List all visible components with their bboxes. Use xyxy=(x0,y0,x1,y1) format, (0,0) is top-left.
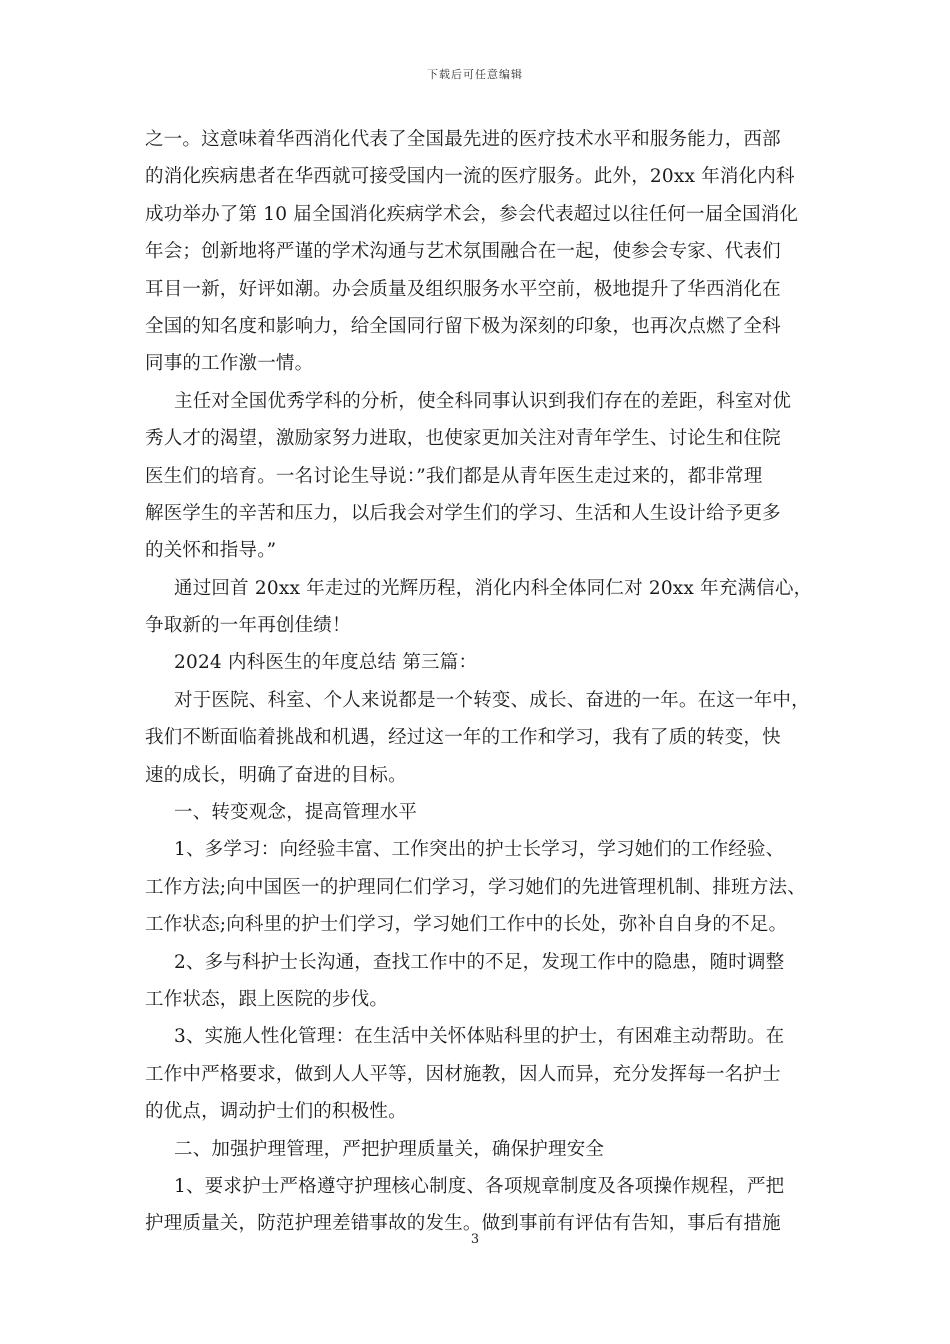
text-line: 工作状态，跟上医院的步伐。 xyxy=(145,988,389,1010)
text-line: 速的成长，明确了奋进的目标。 xyxy=(145,764,407,786)
text-line: 成功举办了第 10 届全国消化疾病学术会，参会代表超过以往任何一届全国消化 xyxy=(145,203,799,225)
text-line: 1、要求护士严格遵守护理核心制度、各项规章制度及各项操作规程，严把 xyxy=(174,1175,785,1197)
text-line: 护理质量关，防范护理差错事故的发生。做到事前有评估有告知，事后有措施 xyxy=(145,1213,781,1235)
text-line: 年会；创新地将严谨的学术沟通与艺术氛围融合在一起，使参会专家、代表们 xyxy=(145,241,781,263)
text-line: 秀人才的渴望，激励家努力进取，也使家更加关注对青年学生、讨论生和住院 xyxy=(145,428,781,450)
text-line: 耳目一新，好评如潮。办会质量及组织服务水平空前，极地提升了华西消化在 xyxy=(145,278,781,300)
text-line: 之一。这意味着华西消化代表了全国最先进的医疗技术水平和服务能力，西部 xyxy=(145,129,781,150)
text-line: 工作中严格要求，做到人人平等，因材施教，因人而异，充分发挥每一名护士 xyxy=(145,1063,781,1085)
text-line: 的优点，调动护士们的积极性。 xyxy=(145,1101,407,1123)
subheading: 一、转变观念，提高管理水平 xyxy=(174,802,418,824)
text-line: 的消化疾病患者在华西就可接受国内一流的医疗服务。此外，20xx 年消化内科 xyxy=(145,166,795,188)
text-line: 争取新的一年再创佳绩！ xyxy=(145,615,351,637)
subheading: 二、加强护理管理，严把护理质量关，确保护理安全 xyxy=(174,1138,605,1160)
text-line: 通过回首 20xx 年走过的光辉历程，消化内科全体同仁对 20xx 年充满信心， xyxy=(174,577,813,599)
text-line: 对于医院、科室、个人来说都是一个转变、成长、奋进的一年。在这一年中， xyxy=(174,689,810,711)
text-line: 主任对全国优秀学科的分析，使全科同事认识到我们存在的差距，科室对优 xyxy=(174,390,792,412)
section-heading: 2024 内科医生的年度总结 第三篇： xyxy=(174,652,478,674)
text-line: 工作状态;向科里的护士们学习，学习她们工作中的长处，弥补自自身的不足。 xyxy=(145,914,788,936)
text-line: 工作方法;向中国医一的护理同仁们学习，学习她们的先进管理机制、排班方法、 xyxy=(145,876,806,898)
header-note: 下载后可任意编辑 xyxy=(427,68,523,81)
text-line: 医生们的培育。一名讨论生导说：”我们都是从青年医生走过来的，都非常理 xyxy=(145,465,763,487)
text-line: 同事的工作激一情。 xyxy=(145,353,314,375)
text-line: 3、实施人性化管理：在生活中关怀体贴科里的护士，有困难主动帮助。在 xyxy=(174,1026,785,1048)
page-number: 3 xyxy=(470,1232,480,1247)
text-line: 2、多与科护士长沟通，查找工作中的不足，发现工作中的隐患，随时调整 xyxy=(174,951,785,973)
text-line: 的关怀和指导。” xyxy=(145,540,277,562)
text-line: 我们不断面临着挑战和机遇，经过这一年的工作和学习，我有了质的转变，快 xyxy=(145,727,781,749)
body-text xyxy=(145,121,817,1243)
text-line: 全国的知名度和影响力，给全国同行留下极为深刻的印象，也再次点燃了全科 xyxy=(145,315,781,337)
text-line: 解医学生的辛苦和压力，以后我会对学生们的学习、生活和人生设计给予更多 xyxy=(145,502,781,524)
text-line: 1、多学习：向经验丰富、工作突出的护士长学习，学习她们的工作经验、 xyxy=(174,839,785,861)
